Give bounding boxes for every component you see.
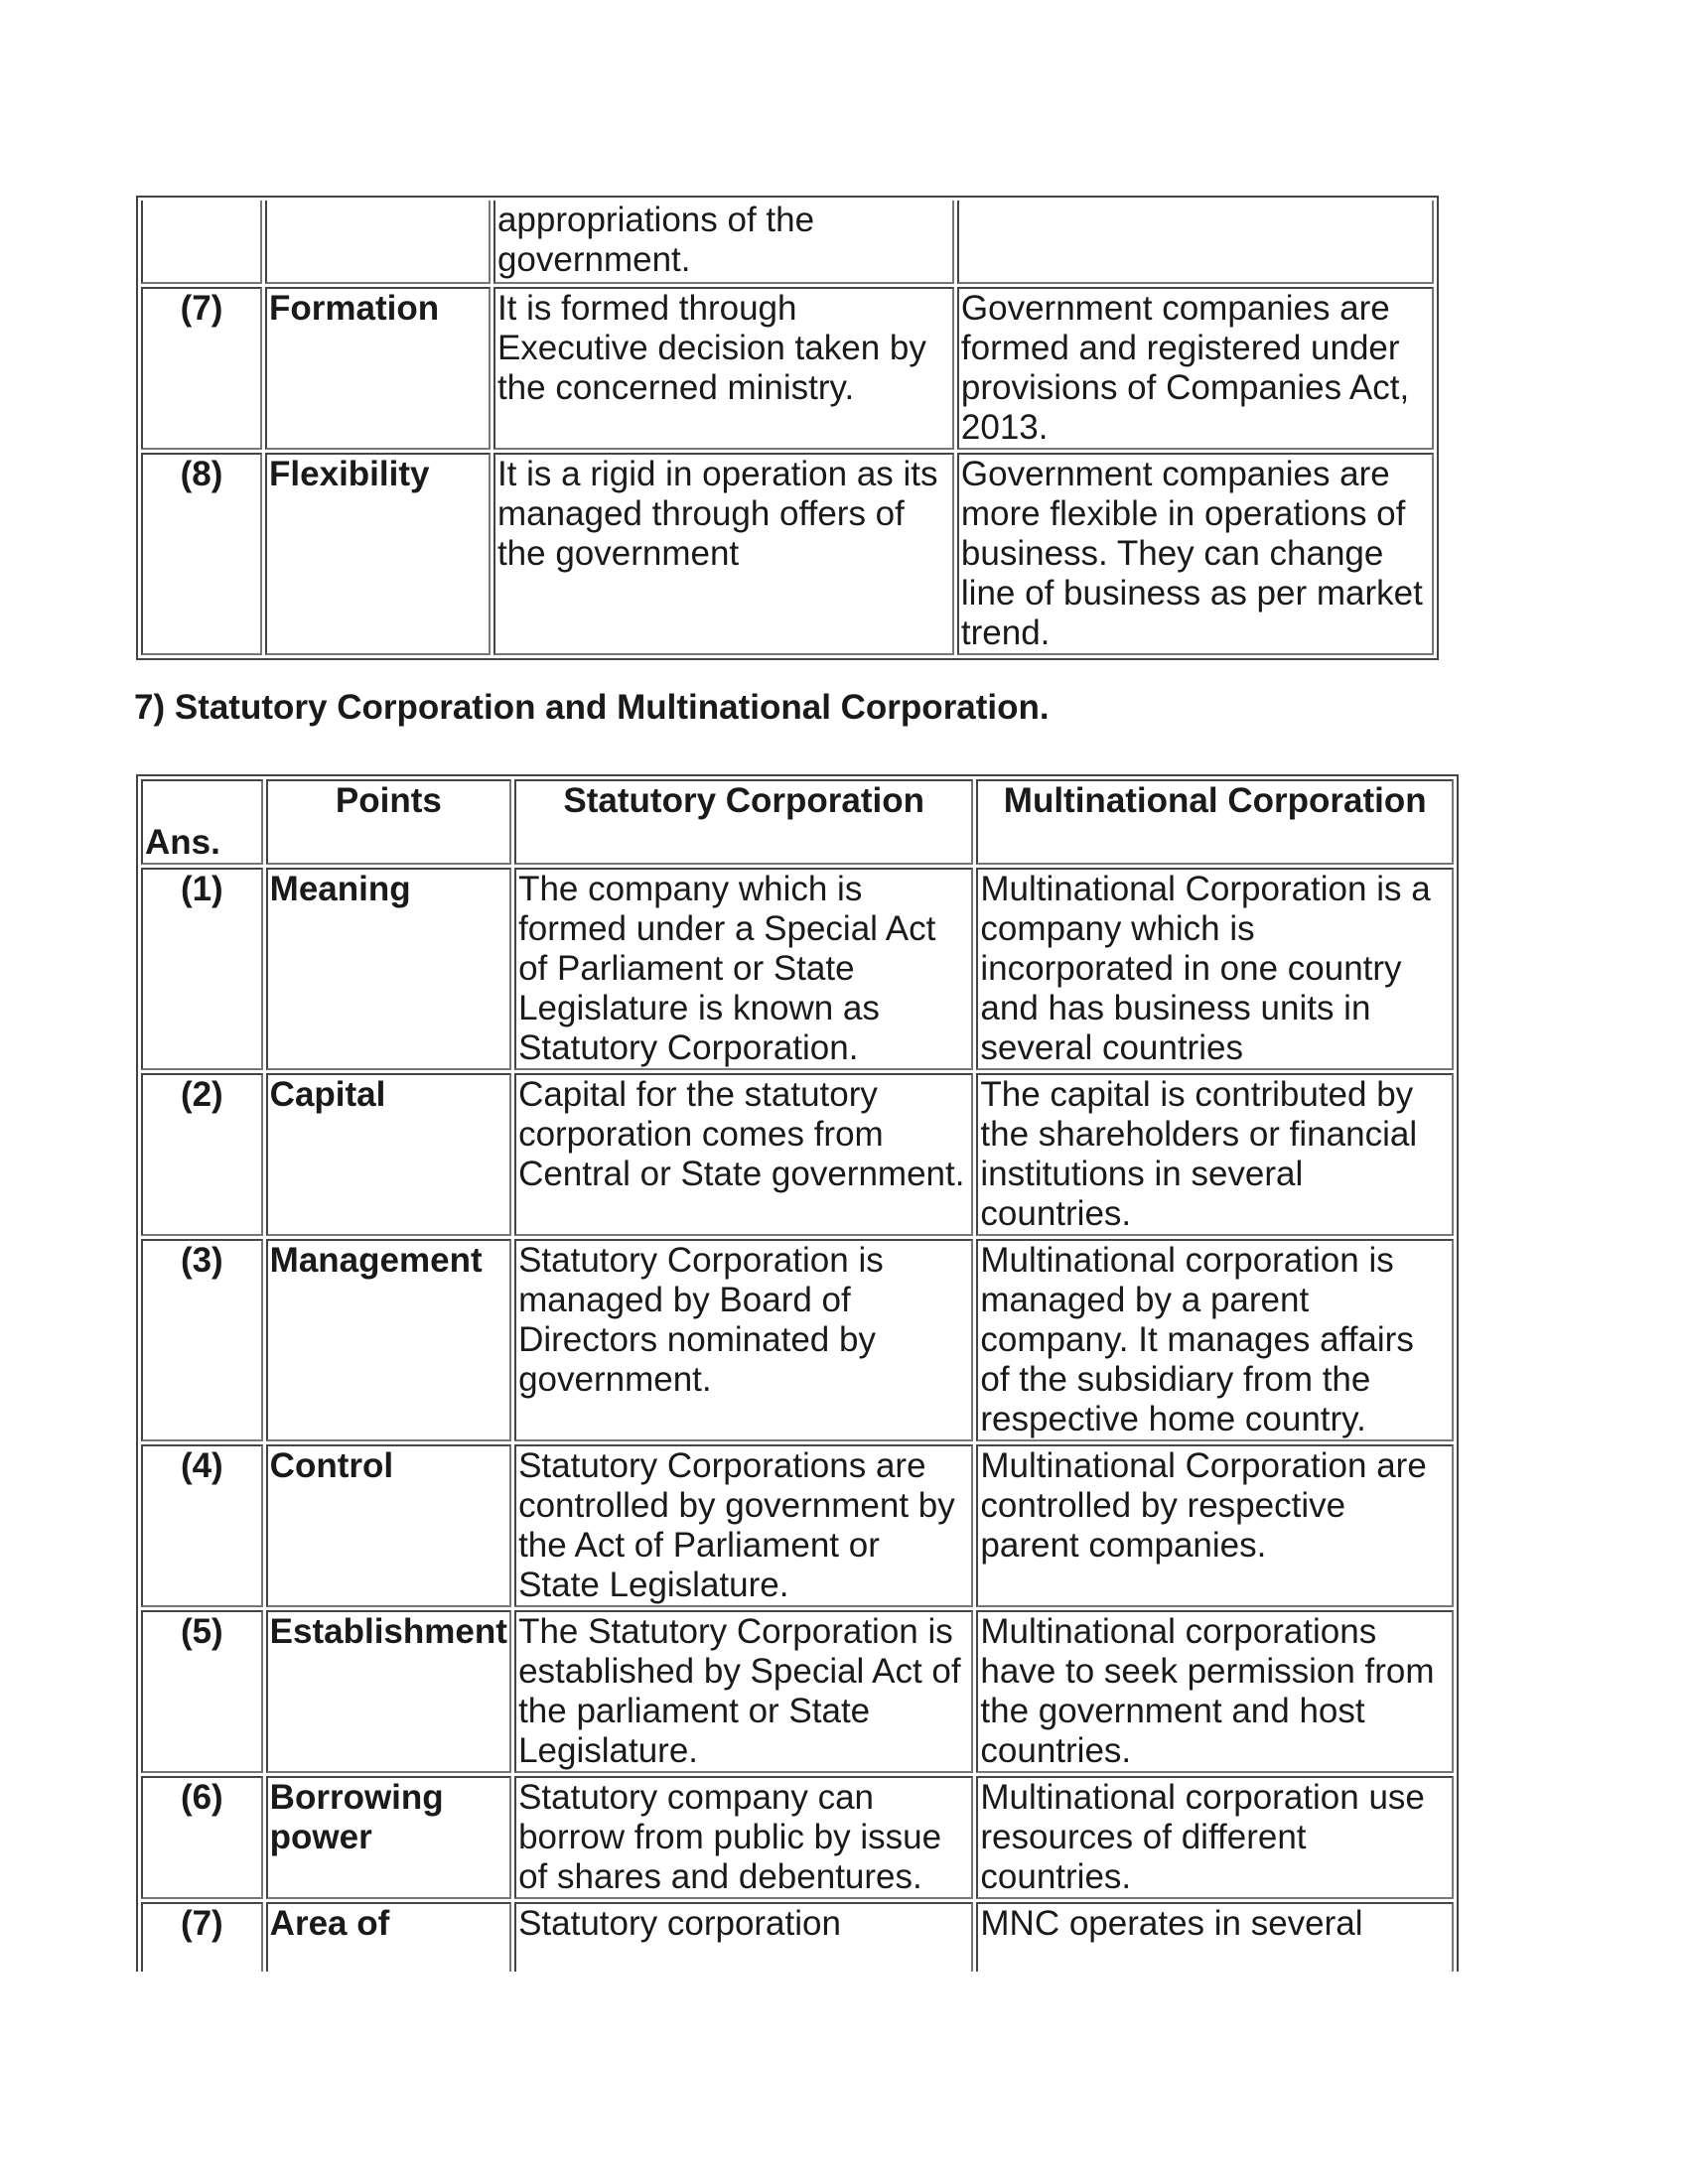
statutory-vs-multinational-table <box>136 774 1459 1982</box>
table-row <box>141 1239 1454 1441</box>
cell-statutory: Statutory Corporation is managed by Board of Directors nominated by government. <box>514 1239 973 1441</box>
table-row <box>141 1610 1454 1773</box>
table-header-row <box>141 779 1454 865</box>
table-row <box>141 1776 1454 1899</box>
header-multinational-corporation: Multinational Corporation <box>976 779 1454 865</box>
page-bottom-margin <box>0 1972 1688 2184</box>
cell-multinational: Multinational corporation is managed by a parent company. It manages affairs of the subsidiary from the respective home country. <box>976 1239 1454 1441</box>
row-number: (7) <box>141 287 262 450</box>
row-point: Management <box>266 1239 511 1441</box>
cell-statutory: Capital for the statutory corporation comes from Central or State government. <box>514 1073 973 1236</box>
table-row <box>141 1073 1454 1236</box>
comparison-table-continued <box>136 196 1439 660</box>
row-point: Capital <box>266 1073 511 1236</box>
cell-statutory: Statutory corporation <box>514 1902 973 1978</box>
row-point: Borrowing power <box>266 1776 511 1899</box>
cell-government-department: It is formed through Executive decision taken by the concerned ministry. <box>493 287 954 450</box>
row-number: (2) <box>141 1073 263 1236</box>
cell-statutory: Statutory Corporations are controlled by government by the Act of Parliament or State Legislature. <box>514 1444 973 1607</box>
table-row <box>141 287 1434 450</box>
cell-statutory: Statutory company can borrow from public by issue of shares and debentures. <box>514 1776 973 1899</box>
cell-government-department: It is a rigid in operation as its managed through offers of the government <box>493 453 954 655</box>
row-number: (6) <box>141 1776 263 1899</box>
cell-statutory: The company which is formed under a Special Act of Parliament or State Legislature is known as Statutory Corporation. <box>514 868 973 1070</box>
cell-multinational: Multinational Corporation is a company which is incorporated in one country and has business units in several countries <box>976 868 1454 1070</box>
row-number: (1) <box>141 868 263 1070</box>
row-number: (5) <box>141 1610 263 1773</box>
row-point <box>265 201 491 284</box>
row-number: (8) <box>141 453 262 655</box>
table-row <box>141 201 1434 284</box>
cell-government-department: appropriations of the government. <box>493 201 954 284</box>
cell-multinational: The capital is contributed by the shareholders or financial institutions in several countries. <box>976 1073 1454 1236</box>
row-point: Flexibility <box>265 453 491 655</box>
row-number: (4) <box>141 1444 263 1607</box>
row-number: (3) <box>141 1239 263 1441</box>
table-row <box>141 453 1434 655</box>
table-row <box>141 1902 1454 1978</box>
section-heading: 7) Statutory Corporation and Multinational Corporation. <box>134 688 1050 727</box>
cell-government-company: Government companies are formed and registered under provisions of Companies Act, 2013. <box>957 287 1434 450</box>
row-point: Establishment <box>266 1610 511 1773</box>
cell-government-company <box>957 201 1434 284</box>
row-point: Control <box>266 1444 511 1607</box>
cell-multinational: MNC operates in several <box>976 1902 1454 1978</box>
row-point: Formation <box>265 287 491 450</box>
cell-multinational: Multinational corporations have to seek permission from the government and host countries. <box>976 1610 1454 1773</box>
row-number <box>141 201 262 284</box>
row-number: (7) <box>141 1902 263 1978</box>
table-row <box>141 868 1454 1070</box>
cell-multinational: Multinational Corporation are controlled by respective parent companies. <box>976 1444 1454 1607</box>
cell-multinational: Multinational corporation use resources of different countries. <box>976 1776 1454 1899</box>
header-ans: Ans. <box>141 779 263 865</box>
header-statutory-corporation: Statutory Corporation <box>514 779 973 865</box>
table-row <box>141 1444 1454 1607</box>
row-point: Area of <box>266 1902 511 1978</box>
cell-statutory: The Statutory Corporation is established by Special Act of the parliament or State Legislature. <box>514 1610 973 1773</box>
header-points: Points <box>266 779 511 865</box>
row-point: Meaning <box>266 868 511 1070</box>
cell-government-company: Government companies are more flexible in operations of business. They can change line of business as per market trend. <box>957 453 1434 655</box>
